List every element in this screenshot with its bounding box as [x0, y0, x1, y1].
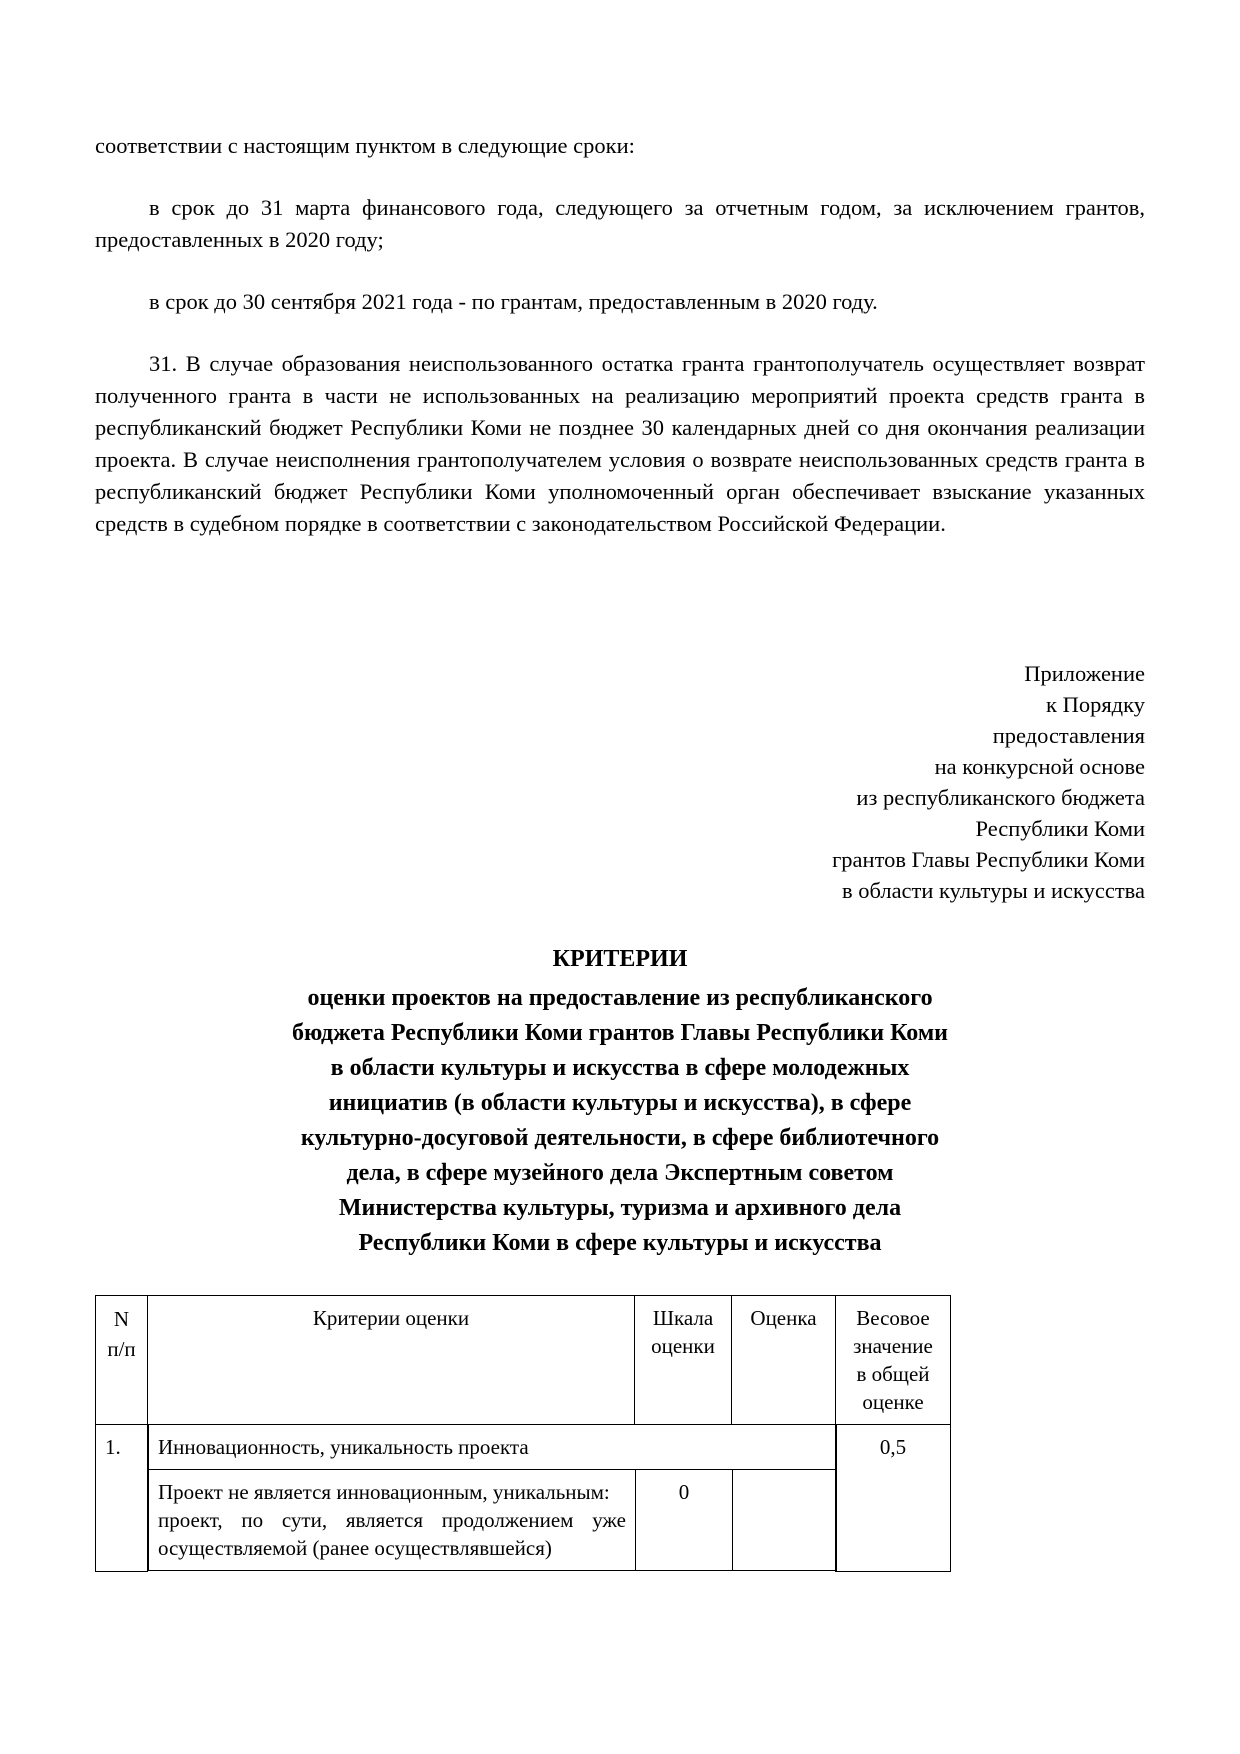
- table-row: [96, 1425, 951, 1572]
- table-header-number-line-2: п/п: [107, 1337, 136, 1361]
- appendix-line-6: Республики Коми: [975, 816, 1145, 841]
- table-header-number-line-1: N: [113, 1307, 130, 1331]
- paragraph-item-31: 31. В случае образования неиспользованного остатка гранта грантополучатель осуществляет возврат полученного гранта в части не использованных на реализацию мероприятий проекта средств гранта в республиканский бюджет Республики Коми не позднее 30 календарных дней со дня окончания реализации проекта. В случае неисполнения грантополучателем условия о возврате неиспользованных средств гранта в республиканский бюджет Республики Коми уполномоченный орган обеспечивает взыскание указанных средств в судебном порядке в соответствии с законодательством Российской Федерации.: [95, 351, 1145, 536]
- table-header-score: Оценка: [732, 1296, 836, 1425]
- table-row: [149, 1425, 837, 1470]
- appendix-line-8: в области культуры и искусства: [841, 878, 1145, 903]
- paragraph-deadline-september: в срок до 30 сентября 2021 года - по грантам, предоставленным в 2020 году.: [149, 289, 878, 314]
- appendix-line-4: на конкурсной основе: [934, 754, 1145, 779]
- table-header-scale-line-2: оценки: [651, 1334, 715, 1358]
- row-1-weight: 0,5: [836, 1425, 951, 1572]
- table-header-weight-line-2: значение: [853, 1334, 933, 1358]
- table-header-criteria: Критерии оценки: [148, 1296, 635, 1425]
- row-2-score: [733, 1470, 837, 1571]
- appendix-line-5: из республиканского бюджета: [856, 785, 1145, 810]
- row-2-criteria: [149, 1470, 636, 1571]
- appendix-line-3: предоставления: [992, 723, 1145, 748]
- row-1-criteria: Инновационность, уникальность проекта: [149, 1425, 837, 1470]
- table-header-scale: [635, 1296, 732, 1425]
- appendix-line-7: грантов Главы Республики Коми: [832, 847, 1145, 872]
- subtitle-line-1: оценки проектов на предоставление из республиканского: [307, 985, 933, 1011]
- table-header-weight-line-3: в общей: [856, 1362, 930, 1386]
- subtitle-line-3: в области культуры и искусства в сфере молодежных: [330, 1055, 910, 1081]
- row-2-criteria-line-2: проект, по сути, является продолжением уже осуществляемой (ранее осуществлявшейся): [158, 1508, 626, 1560]
- page-title: КРИТЕРИИ: [552, 946, 688, 972]
- appendix-line-2: к Порядку: [1046, 692, 1145, 717]
- table-header-scale-line-1: Шкала: [652, 1306, 714, 1330]
- appendix-line-1: Приложение: [1024, 661, 1145, 686]
- row-2-scale: 0: [636, 1470, 733, 1571]
- table-header-weight-line-4: оценке: [862, 1390, 924, 1414]
- paragraph-continuation: соответствии с настоящим пунктом в следующие сроки:: [95, 133, 635, 158]
- row-1-nested-table: [148, 1425, 837, 1571]
- document-title-block: [95, 942, 1145, 1261]
- subtitle-line-5: культурно-досуговой деятельности, в сфере библиотечного: [300, 1125, 940, 1151]
- table-row: [149, 1470, 837, 1571]
- table-header-number: [96, 1296, 148, 1425]
- appendix-reference-block: [95, 658, 1145, 906]
- page-subtitle: [95, 981, 1145, 1261]
- subtitle-line-2: бюджета Республики Коми грантов Главы Республики Коми: [291, 1020, 949, 1046]
- row-1-number: 1.: [96, 1425, 148, 1572]
- subtitle-line-8: Республики Коми в сфере культуры и искусства: [358, 1230, 882, 1256]
- table-header-row: [96, 1296, 951, 1425]
- paragraph-deadline-march: в срок до 31 марта финансового года, следующего за отчетным годом, за исключением грантов, предоставленных в 2020 году;: [95, 195, 1145, 252]
- row-1-criteria-group: [148, 1425, 836, 1572]
- subtitle-line-4: инициатив (в области культуры и искусства), в сфере: [328, 1090, 912, 1116]
- table-header-weight: [836, 1296, 951, 1425]
- criteria-table: [95, 1295, 951, 1572]
- table-header-weight-line-1: Весовое: [856, 1306, 930, 1330]
- row-2-criteria-line-1: Проект не является инновационным, уникальным:: [158, 1480, 610, 1504]
- subtitle-line-6: дела, в сфере музейного дела Экспертным советом: [346, 1160, 894, 1186]
- subtitle-line-7: Министерства культуры, туризма и архивного дела: [338, 1195, 902, 1221]
